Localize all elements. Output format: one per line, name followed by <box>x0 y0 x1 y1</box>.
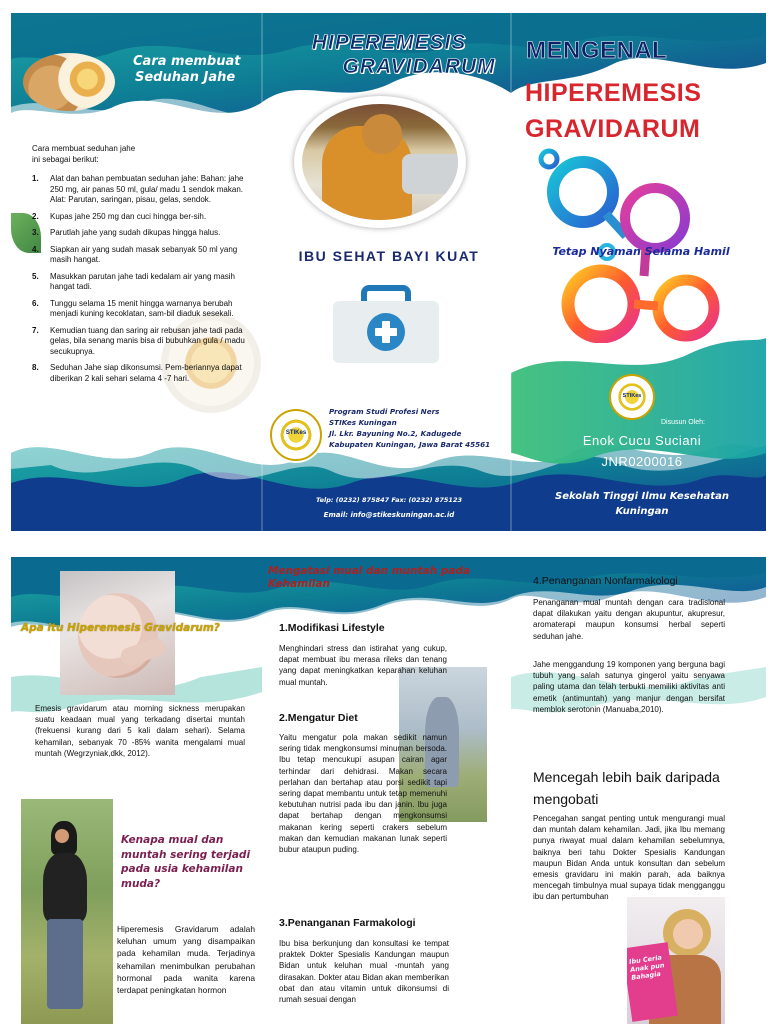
recipe-step-number: 4. <box>32 244 39 254</box>
section1-title: 1.Modifikasi Lifestyle <box>279 622 385 634</box>
recipe-step <box>32 174 245 206</box>
question-why-nausea: Kenapa mual dan muntah sering terjadi pada usia kehamilan muda? <box>121 834 251 890</box>
nausea-woman-photo <box>294 96 466 228</box>
brochure-outside-sheet <box>11 13 766 531</box>
pregnant-woman-walking-photo <box>21 799 113 1024</box>
recipe-step-number: 3. <box>32 228 39 237</box>
email-address[interactable]: Email: info@stikeskuningan.ac.id <box>323 511 455 519</box>
cover-heading-mengenal: MENGENAL <box>526 37 668 64</box>
first-aid-kit-icon <box>331 284 441 366</box>
recipe-intro-line1: Cara membuat seduhan jahe <box>32 144 136 153</box>
recipe-step <box>32 228 245 239</box>
recipe-step <box>32 212 245 223</box>
recipe-intro-line2: ini sebagai berikut: <box>32 154 99 164</box>
stikes-logo-right-text: STIKes <box>622 393 642 399</box>
recipe-step <box>32 326 245 358</box>
recipe-step <box>32 245 245 266</box>
section4-text1: Penanganan mual muntah dengan cara tradisional dapat dilakukan yaitu dengan akupuntur, akupresur, aromaterapi maupun konsumsi herbal seperti seduhan jahe. <box>533 598 725 641</box>
compiled-by-label: Disusun Oleh: <box>661 419 705 426</box>
ginger-tea-photo <box>23 53 115 111</box>
section2-text: Yaitu mengatur pola makan sedikit namun sering tidak mengkonsumsi minuman bersoda. Ibu tetap mencukupi asupan cairan agar terhindar dari dehidrasi. Makan secara perlahan dan bertahap atau porsi sedikit tapi sering dapat membantu untuk tetap memenuhi kebutuhan nutrisi pada ibu dan janin. Ibu juga dapat bertahap dengan mengkonsumsi makanan kering seperti crakers sebelum makan dan kemudian makanan lunak seperti bubur ataupun puding. <box>279 733 447 855</box>
smiling-mother-photo <box>627 897 725 1024</box>
management-title: Mengatasi mual dan muntah pada Kehamilan <box>268 565 471 590</box>
brochure-inside-sheet <box>11 557 766 1024</box>
stikes-logo-text: STIKes <box>285 430 307 436</box>
school-line1: Sekolah Tinggi Ilmu Kesehatan <box>555 491 729 502</box>
recipe-step-number: 7. <box>32 325 39 335</box>
author-name: Enok Cucu Suciani <box>582 433 702 448</box>
recipe-step-text: Parutlah jahe yang sudah dikupas hingga halus. <box>50 228 221 237</box>
recipe-step-number: 1. <box>32 174 39 183</box>
prevention-title: Mencegah lebih baik daripada mengobati <box>533 769 720 807</box>
section2-title: 2.Mengatur Diet <box>279 712 358 724</box>
question-what-is: Apa itu Hiperemesis Gravidarum? <box>21 622 220 634</box>
school-name <box>526 489 758 519</box>
campus-address <box>329 406 511 450</box>
prevention-text: Pencegahan sangat penting untuk mengurangi mual dan muntah dalam kehamilan. Jadi, jika Ibu memang punya riwayat mual dalam kehamilan sebelumnya, baiknya beri tahu Dokter Spesialis Kandungan maupun Bidan Anda untuk konsultan dan sebelum emesis gravidaru ini makin parah, ada baiknya mencegah timbulnya mual supaya tidak mengganggu ibu dan pertumbuhan <box>533 814 725 902</box>
author-nim: JNR0200016 <box>601 454 683 469</box>
stikes-logo <box>270 409 322 461</box>
section3-title: 3.Penanganan Farmakologi <box>279 917 416 929</box>
definition-text: Emesis gravidarum atau morning sickness merupakan suatu keadaan mual yang terkadang disertai muntah (frekuensi kurang dari 5 kali dalam sehari). Selama kehamilan, sebanyak 70 -85% wanita mengalami mual muntah (Wegrzyniak,dkk, 2012). <box>35 704 245 758</box>
cover-heading-gravidarum: GRAVIDARUM <box>525 115 701 143</box>
recipe-steps-list <box>32 174 245 390</box>
recipe-step-text: Masukkan parutan jahe tadi kedalam air yang masih hangat tadi. <box>50 271 235 291</box>
section4-text2: Jahe menggandung 19 komponen yang berguna bagi tubuh yang salah satunya gingerol yaitu senyawa paling utama dan telah terbukti memiliki aktivitas anti emetik (antimuntah) yang manjur dengan bersifat memblok serotonin (Manuaba,2010). <box>533 660 725 714</box>
recipe-step-text: Kupas jahe 250 mg dan cuci hingga ber-sih. <box>50 211 207 221</box>
cover-title-line2: GRAVIDARUM <box>342 55 496 78</box>
recipe-step-text: Alat dan bahan pembuatan seduhan jahe: Bahan: jahe 250 mg, air panas 50 ml, gula/ madu 1 sendok makan. Alat: Parutan, saringan, pisau, gelas, sendok. <box>50 174 244 204</box>
cover-heading-hiperemesis: HIPEREMESIS <box>525 79 702 107</box>
address-line3: Jl. Lkr. Bayuning No.2, Kadugede <box>329 429 462 438</box>
address-line2: STIKes Kuningan <box>329 418 397 427</box>
recipe-step <box>32 299 245 320</box>
ginger-recipe-title <box>133 54 240 86</box>
recipe-step <box>32 363 245 384</box>
slogan-text: IBU SEHAT BAYI KUAT <box>298 248 480 264</box>
address-line4: Kabupaten Kuningan, Jawa Barat 45561 <box>329 440 491 449</box>
recipe-step-number: 6. <box>32 298 39 308</box>
answer-why-nausea: Hiperemesis Gravidarum adalah keluhan umum yang disampaikan pada kehamilan muda. Terjadinya kehamilan menimbulkan perubahan hormonal pada wanita karena terdapat peningkatan hormon <box>117 924 255 996</box>
cover-title <box>273 31 505 79</box>
recipe-step-number: 2. <box>32 211 39 221</box>
address-line1: Program Studi Profesi Ners <box>329 407 440 416</box>
recipe-step-text: Siapkan air yang sudah masak sebanyak 50 ml yang masih hangat. <box>50 244 238 264</box>
section1-text: Menghindari stress dan istirahat yang cukup, dapat membuat ibu merasa rileks dan tenang yang dapat meningkatkan keparahan keluhan mual muntah. <box>279 644 447 687</box>
recipe-step-number: 5. <box>32 271 39 281</box>
cover-title-line1: HIPEREMESIS <box>311 31 467 54</box>
recipe-step <box>32 272 245 293</box>
section3-text: Ibu bisa berkunjung dan konsultasi ke tempat praktek Dokter Spesialis Kandungan maupun Bidan untuk keluhan mual -muntah yang dirasakan. Dokter atau Bidan akan memberikan obat dan atau vitamin untuk dikonsumsi di rumah sesuai dengan <box>279 939 449 1005</box>
recipe-step-text: Kemudian tuang dan saring air rebusan jahe tadi pada gelas, bila senang manis bisa di bubuhkan gula / madu secukupnya. <box>50 325 245 356</box>
recipe-step-number: 8. <box>32 363 39 372</box>
school-line2: Kuningan <box>615 506 669 517</box>
recipe-title-line2: Seduhan Jahe <box>135 70 236 85</box>
photo-caption: Ibu Ceria Anak pun Bahagia <box>628 953 665 982</box>
phone-fax: Telp: (0232) 875847 Fax: (0232) 875123 <box>315 496 462 504</box>
tagline-text: Tetap Nyaman Selama Hamil <box>552 245 730 258</box>
recipe-intro <box>32 144 247 165</box>
section4-title: 4.Penanganan Nonfarmakologi <box>533 575 678 587</box>
recipe-step-text: Tunggu selama 15 menit hingga warnanya berubah menjadi kuning kecoklatan, sam-bil diaduk sesekali. <box>50 298 234 318</box>
stikes-logo-right <box>609 374 655 420</box>
recipe-step-text: Seduhan Jahe siap dikonsumsi. Pem-beriannya dapat diberikan 2 kali sehari selama 4 -7 hari. <box>50 363 242 383</box>
recipe-title-line1: Cara membuat <box>133 54 241 69</box>
